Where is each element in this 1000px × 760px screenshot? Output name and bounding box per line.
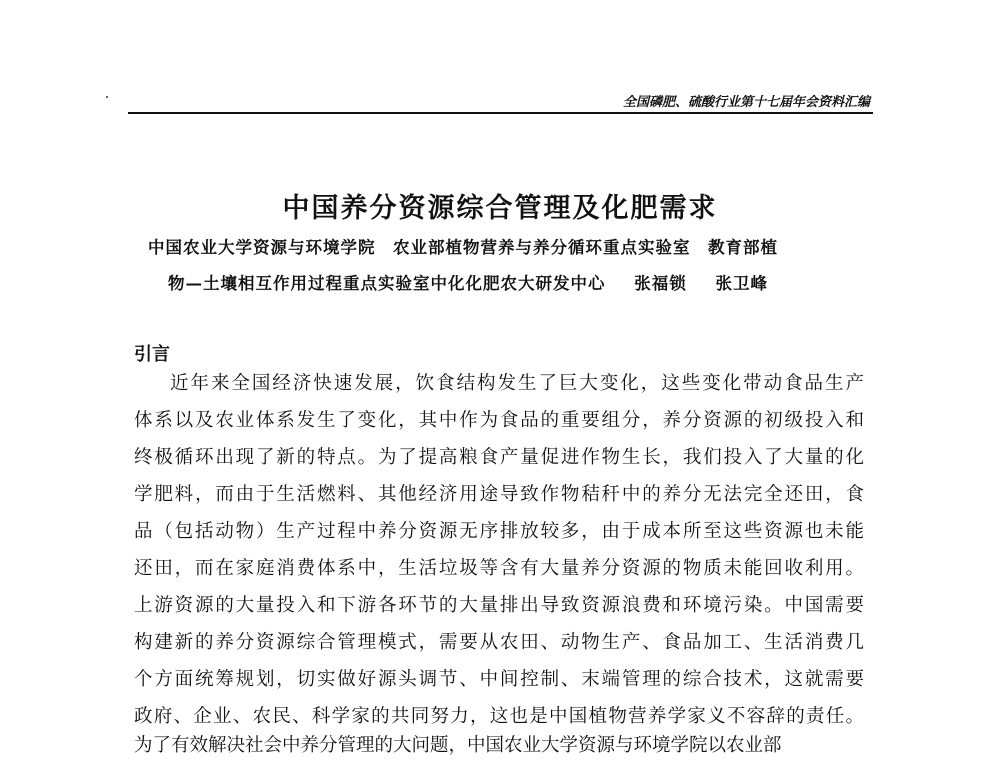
paper-title: 中国养分资源综合管理及化肥需求 (282, 193, 718, 224)
affiliation-line-2-text: 物—土壤相互作用过程重点实验室中化化肥农大研发中心 (168, 274, 606, 293)
body-line: 终极循环出现了新的特点。为了提高粮食产量促进作物生长，我们投入了大量的化 (134, 447, 864, 468)
author-1: 张福锁 (634, 274, 687, 293)
body-line: 品（包括动物）生产过程中养分资源无序排放较多，由于成本所至这些资源也未能 (134, 521, 864, 542)
running-header: 全国磷肥、硫酸行业第十七届年会资料汇编 (622, 95, 870, 110)
body-line: 政府、企业、农民、科学家的共同努力，这也是中国植物营养学家义不容辞的责任。 (134, 706, 864, 727)
body-line: 学肥料，而由于生活燃料、其他经济用途导致作物秸秆中的养分无法完全还田，食 (134, 484, 864, 505)
body-line: 近年来全国经济快速发展，饮食结构发生了巨大变化，这些变化带动食品生产 (170, 373, 864, 394)
body-line: 上游资源的大量投入和下游各环节的大量排出导致资源浪费和环境污染。中国需要 (134, 595, 864, 616)
header-rule (128, 112, 873, 114)
affiliation-line-1: 中国农业大学资源与环境学院 农业部植物营养与养分循环重点实验室 教育部植 (148, 238, 778, 257)
scan-speck (106, 96, 108, 98)
body-line: 为了有效解决社会中养分管理的大问题，中国农业大学资源与环境学院以农业部 (134, 735, 782, 756)
body-line: 个方面统筹规划，切实做好源头调节、中间控制、末端管理的综合技术，这就需要 (134, 669, 864, 690)
section-heading: 引言 (134, 344, 170, 365)
affiliation-line-2 (168, 270, 768, 294)
author-2: 张卫峰 (715, 274, 768, 293)
body-line: 构建新的养分资源综合管理模式，需要从农田、动物生产、食品加工、生活消费几 (134, 632, 864, 653)
body-line: 还田，而在家庭消费体系中，生活垃圾等含有大量养分资源的物质未能回收利用。 (134, 558, 864, 579)
body-line: 体系以及农业体系发生了变化，其中作为食品的重要组分，养分资源的初级投入和 (134, 410, 864, 431)
